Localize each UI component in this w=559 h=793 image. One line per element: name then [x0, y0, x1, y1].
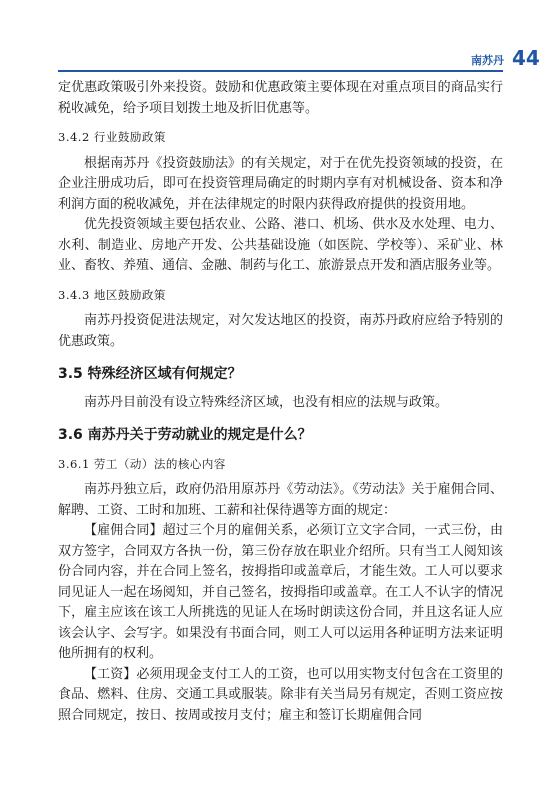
running-header-title: 南苏丹	[471, 54, 504, 67]
paragraph: 南苏丹投资促进法规定，对欠发达地区的投资，南苏丹政府应给予特别的优惠政策。	[58, 313, 503, 349]
page-number: 44	[512, 46, 540, 70]
section-heading: 3.6 南苏丹关于劳动就业的规定是什么？	[58, 427, 312, 443]
paragraph: 【工资】必须用现金支付工人的工资，也可以用实物支付包含在工资里的食品、燃料、住房、交通工具或服装。除非有关当局另有规定，否则工资应按照合同规定，按日、按周或按月支付；雇主和签订长期雇佣合同	[58, 666, 503, 723]
paragraph: 南苏丹独立后，政府仍沿用原苏丹《劳动法》。《劳动法》关于雇佣合同、解聘、工资、工时和加班、工薪和社保待遇等方面的规定：	[58, 482, 503, 518]
subsection-heading: 3.6.1 劳工（动）法的核心内容	[58, 456, 226, 471]
paragraph: 【雇佣合同】超过三个月的雇佣关系，必须订立文字合同，一式三份，由双方签字，合同双方各执一份，第三份存放在职业介绍所。只有当工人阅知该份合同内容，并在合同上签名，按拇指印或盖章后，才能生效。工人可以要求同见证人一起在场阅知，并自己签名，按拇指印或盖章。在工人不认字的情况下，雇主应该在该工人所挑选的见证人在场时朗读这份合同，并且这名证人应该会认字、会写字。如果没有书面合同，则工人可以运用各种证明方法来证明他所拥有的权利。	[58, 523, 503, 661]
page-header	[0, 40, 559, 80]
subsection-heading: 3.4.2 行业鼓励政策	[58, 130, 166, 144]
section-heading: 3.5 特殊经济区域有何规定？	[58, 366, 242, 382]
paragraph: 定优惠政策吸引外来投资。鼓励和优惠政策主要体现在对重点项目的商品实行税收减免，给予项目划拨土地及折旧优惠等。	[58, 80, 503, 116]
header-rule	[58, 70, 503, 72]
paragraph: 南苏丹目前没有设立特殊经济区域，也没有相应的法规与政策。	[84, 394, 449, 410]
subsection-heading: 3.4.3 地区鼓励政策	[58, 287, 166, 302]
page-body	[58, 78, 503, 726]
paragraph: 优先投资领域主要包括农业、公路、港口、机场、供水及水处理、电力、水利、制造业、房地产开发、公共基础设施（如医院、学校等）、采矿业、林业、畜牧、养殖、通信、金融、制药与化工、旅游景点开发和酒店服务业等。	[58, 217, 503, 273]
paragraph: 根据南苏丹《投资鼓励法》的有关规定，对于在优先投资领域的投资，在企业注册成功后，即可在投资管理局确定的时期内享有对机械设备、资本和净利润方面的税收减免，并在法律规定的时限内获得政府提供的投资用地。	[58, 155, 503, 212]
